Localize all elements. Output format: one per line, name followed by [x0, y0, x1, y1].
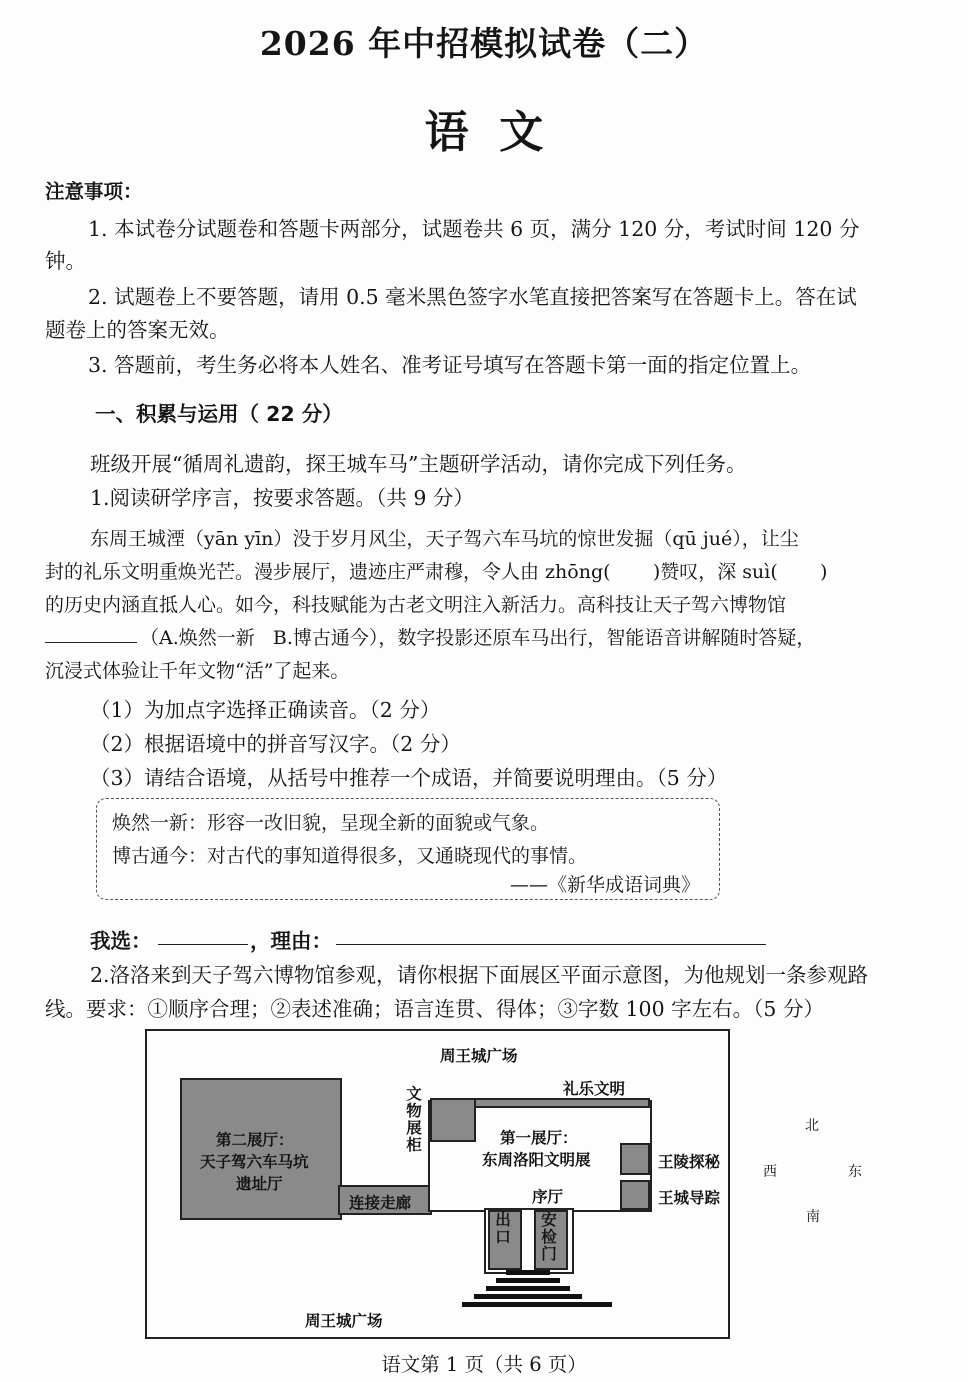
step-5	[462, 1302, 612, 1307]
notice-item-1-line-2: 钟。	[45, 249, 86, 273]
notice-item-3: 3. 答题前，考生务必将本人姓名、准考证号填写在答题卡第一面的指定位置上。	[88, 353, 812, 377]
step-3	[486, 1286, 570, 1291]
relic-cabinet	[430, 1098, 476, 1142]
notice-item-1-line-1: 1. 本试卷分试题卷和答题卡两部分，试题卷共 6 页，满分 120 分，考试时间 120 分	[88, 217, 860, 241]
notice-heading: 注意事项：	[45, 180, 143, 203]
idiom-blank[interactable]	[45, 624, 137, 643]
answer-reason-label: ，理由：	[250, 929, 332, 953]
question-2-line-2: 线。要求：①顺序合理；②表述准确；语言连贯、得体；③字数 100 字左右。（5 分）	[45, 997, 824, 1021]
quote-source: ——《新华成语词典》	[510, 874, 701, 896]
compass-west: 西	[763, 1164, 777, 1180]
notice-item-2-line-2: 题卷上的答案无效。	[45, 318, 230, 342]
hall-2-label-line-3: 遗址厅	[236, 1175, 283, 1193]
compass-north: 北	[805, 1118, 819, 1134]
passage-line-4: （A.焕然一新 B.博古通今），数字投影还原车马出行，智能语音讲解随时答疑，	[140, 627, 816, 649]
hall-1-label-line-1: 第一展厅：	[500, 1129, 578, 1147]
question-2-line-1: 2.洛洛来到天子驾六博物馆参观，请你根据下面展区平面示意图，为他规划一条参观路	[90, 963, 869, 987]
section-1-intro: 班级开展“循周礼遗韵，探王城车马”主题研学活动，请你完成下列任务。	[90, 452, 747, 476]
passage-line-3: 的历史内涵直抵人心。如今，科技赋能为古老文明注入新活力。高科技让天子驾六博物馆	[45, 594, 787, 616]
quote-line-1: 焕然一新：形容一改旧貌，呈现全新的面貌或气象。	[112, 812, 550, 834]
compass-south: 南	[806, 1209, 820, 1225]
wangling-label: 王陵探秘	[658, 1153, 721, 1171]
notice-item-2-line-1: 2. 试题卷上不要答题，请用 0.5 毫米黑色签字水笔直接把答案写在答题卡上。答在试	[88, 285, 857, 309]
exam-title: 2026 年中招模拟试卷（二）	[259, 24, 709, 63]
liyue-exhibit	[474, 1098, 650, 1108]
wangcheng-room	[620, 1180, 650, 1210]
foyer-label: 序厅	[532, 1188, 564, 1206]
question-1: 1.阅读研学序言，按要求答题。（共 9 分）	[90, 486, 474, 510]
page-footer: 语文第 1 页（共 6 页）	[381, 1353, 587, 1376]
answer-choice-blank[interactable]	[158, 926, 248, 945]
passage-line-1: 东周王城湮（yān yīn）没于岁月风尘，天子驾六车马坑的惊世发掘（qū jué），让尘	[90, 528, 799, 550]
passage-line-2: 封的礼乐文明重焕光芒。漫步展厅，遗迹庄严肃穆，令人由 zhōng( )赞叹，深 suì( )	[45, 561, 828, 583]
compass-east: 东	[848, 1164, 862, 1180]
step-4	[474, 1294, 582, 1299]
passage-line-5: 沉浸式体验让千年文物“活”了起来。	[45, 660, 350, 682]
liyue-label: 礼乐文明	[563, 1080, 626, 1098]
answer-reason-blank[interactable]	[336, 926, 766, 945]
sub-question-2: （2）根据语境中的拼音写汉字。（2 分）	[90, 732, 461, 756]
hall-1-label-line-2: 东周洛阳文明展	[482, 1151, 591, 1169]
wangling-room	[620, 1143, 650, 1175]
answer-choice-label: 我选：	[90, 929, 152, 953]
security-label: 安检门	[541, 1211, 557, 1263]
sub-question-1: （1）为加点字选择正确读音。（2 分）	[90, 698, 441, 722]
exit-label: 出口	[495, 1211, 511, 1246]
quote-line-2: 博古通今：对古代的事知道得很多，又通晓现代的事情。	[112, 845, 588, 867]
subject-title: 语 文	[424, 107, 544, 158]
hall-2-label-line-2: 天子驾六车马坑	[200, 1153, 309, 1171]
bottom-plaza-label: 周王城广场	[305, 1312, 383, 1330]
section-1-heading: 一、积累与运用（ 22 分）	[95, 402, 343, 426]
step-1	[506, 1270, 550, 1275]
hall-2-label-line-1: 第二展厅：	[216, 1131, 294, 1149]
relic-cabinet-label: 文物展柜	[406, 1085, 422, 1154]
top-plaza-label: 周王城广场	[440, 1047, 518, 1065]
sub-question-3: （3）请结合语境，从括号中推荐一个成语，并简要说明理由。（5 分）	[90, 766, 728, 790]
step-2	[496, 1278, 560, 1283]
corridor-label: 连接走廊	[349, 1194, 412, 1212]
wangcheng-label: 王城导踪	[658, 1189, 721, 1207]
